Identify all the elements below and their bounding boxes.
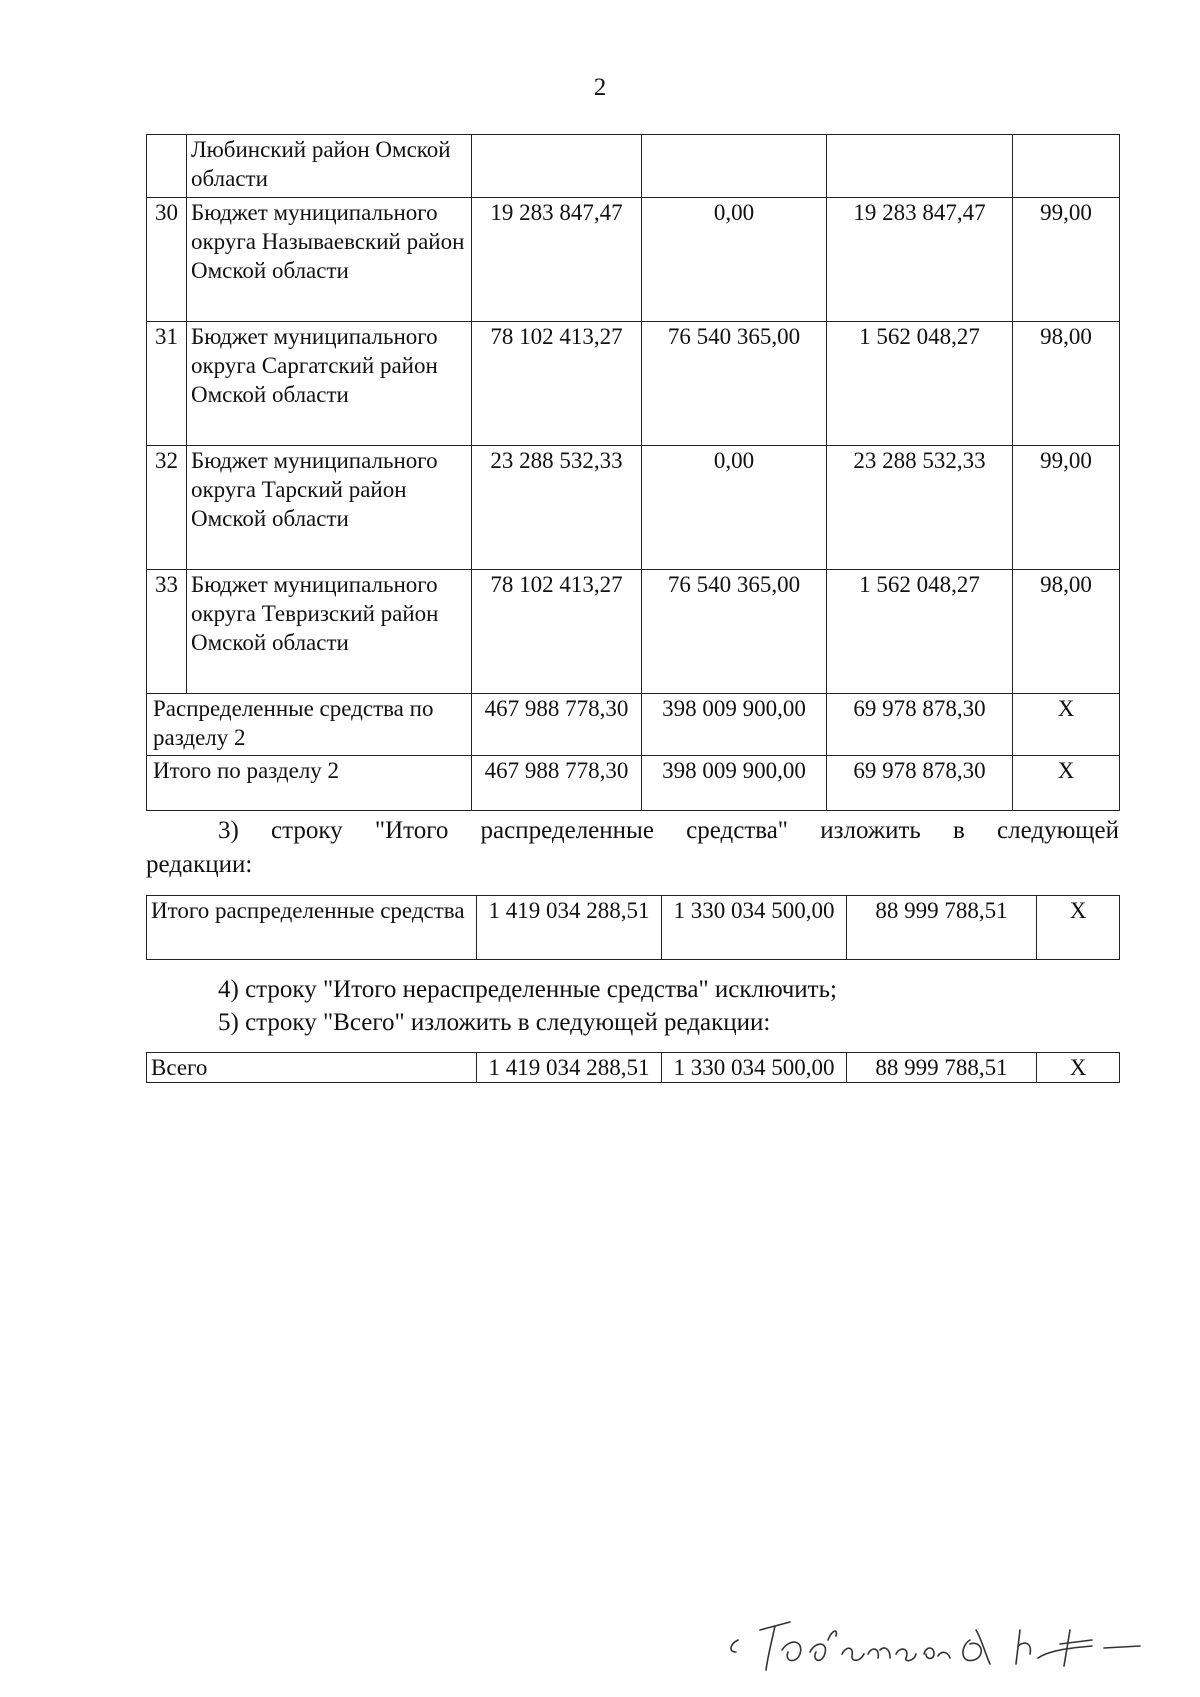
- handwritten-signature: [720, 1600, 1180, 1680]
- total-amount: 19 283 847,47: [472, 198, 642, 322]
- federal-amount: 398 009 900,00: [642, 756, 827, 811]
- regional-amount: [827, 135, 1013, 198]
- table-row: [147, 135, 1120, 198]
- row-number: 30: [147, 198, 187, 322]
- percent-value: X: [1013, 694, 1120, 756]
- total-amount: 467 988 778,30: [472, 694, 642, 756]
- regional-amount: 88 999 788,51: [847, 1053, 1037, 1083]
- regional-amount: 19 283 847,47: [827, 198, 1013, 322]
- regional-amount: 69 978 878,30: [827, 694, 1013, 756]
- allocation-table: [146, 134, 1120, 811]
- row-label: Итого распределенные средства: [147, 896, 477, 960]
- federal-amount: 1 330 034 500,00: [662, 896, 847, 960]
- table-row: [147, 322, 1120, 446]
- regional-amount: 23 288 532,33: [827, 446, 1013, 570]
- federal-amount: [642, 135, 827, 198]
- percent-value: X: [1013, 756, 1120, 811]
- summary-row: [147, 756, 1120, 811]
- recipient-name: Бюджет муниципального округа Тарский район Омской области: [187, 446, 472, 570]
- table-row: [147, 446, 1120, 570]
- federal-amount: 0,00: [642, 446, 827, 570]
- grand-total-table: [146, 1052, 1120, 1083]
- total-amount: [472, 135, 642, 198]
- regional-amount: 88 999 788,51: [847, 896, 1037, 960]
- recipient-name: Бюджет муниципального округа Тевризский район Омской области: [187, 570, 472, 694]
- total-amount: 23 288 532,33: [472, 446, 642, 570]
- percent-value: 99,00: [1013, 198, 1120, 322]
- summary-label: Распределенные средства по разделу 2: [147, 694, 472, 756]
- summary-label: Итого по разделу 2: [147, 756, 472, 811]
- federal-amount: 76 540 365,00: [642, 322, 827, 446]
- row-number: 33: [147, 570, 187, 694]
- federal-amount: 1 330 034 500,00: [662, 1053, 847, 1083]
- paragraph-5: 5) строку "Всего" изложить в следующей редакции:: [218, 1009, 771, 1036]
- summary-row: [147, 694, 1120, 756]
- total-amount: 78 102 413,27: [472, 570, 642, 694]
- row-number: [147, 135, 187, 198]
- table-row: [147, 570, 1120, 694]
- percent-value: 98,00: [1013, 570, 1120, 694]
- total-amount: 467 988 778,30: [472, 756, 642, 811]
- row-label: Всего: [147, 1053, 477, 1083]
- regional-amount: 1 562 048,27: [827, 570, 1013, 694]
- recipient-name: Бюджет муниципального округа Называевский район Омской области: [187, 198, 472, 322]
- row-number: 31: [147, 322, 187, 446]
- percent-value: X: [1037, 1053, 1120, 1083]
- table-row: [147, 1053, 1120, 1083]
- regional-amount: 69 978 878,30: [827, 756, 1013, 811]
- page-number: 2: [593, 74, 607, 101]
- percent-value: 98,00: [1013, 322, 1120, 446]
- federal-amount: 398 009 900,00: [642, 694, 827, 756]
- paragraph-4: 4) строку "Итого нераспределенные средства" исключить;: [218, 976, 837, 1003]
- paragraph-3-line1: 3) строку "Итого распределенные средства" изложить в следующей: [218, 817, 1119, 844]
- row-number: 32: [147, 446, 187, 570]
- federal-amount: 76 540 365,00: [642, 570, 827, 694]
- recipient-name: Любинский район Омской области: [187, 135, 472, 198]
- percent-value: 99,00: [1013, 446, 1120, 570]
- federal-amount: 0,00: [642, 198, 827, 322]
- table-row: [147, 198, 1120, 322]
- regional-amount: 1 562 048,27: [827, 322, 1013, 446]
- table-row: [147, 896, 1120, 960]
- percent-value: X: [1037, 896, 1120, 960]
- paragraph-3-line2: редакции:: [146, 851, 253, 878]
- total-amount: 1 419 034 288,51: [477, 896, 662, 960]
- total-amount: 78 102 413,27: [472, 322, 642, 446]
- recipient-name: Бюджет муниципального округа Саргатский район Омской области: [187, 322, 472, 446]
- percent-value: [1013, 135, 1120, 198]
- total-distributed-table: [146, 895, 1120, 960]
- total-amount: 1 419 034 288,51: [477, 1053, 662, 1083]
